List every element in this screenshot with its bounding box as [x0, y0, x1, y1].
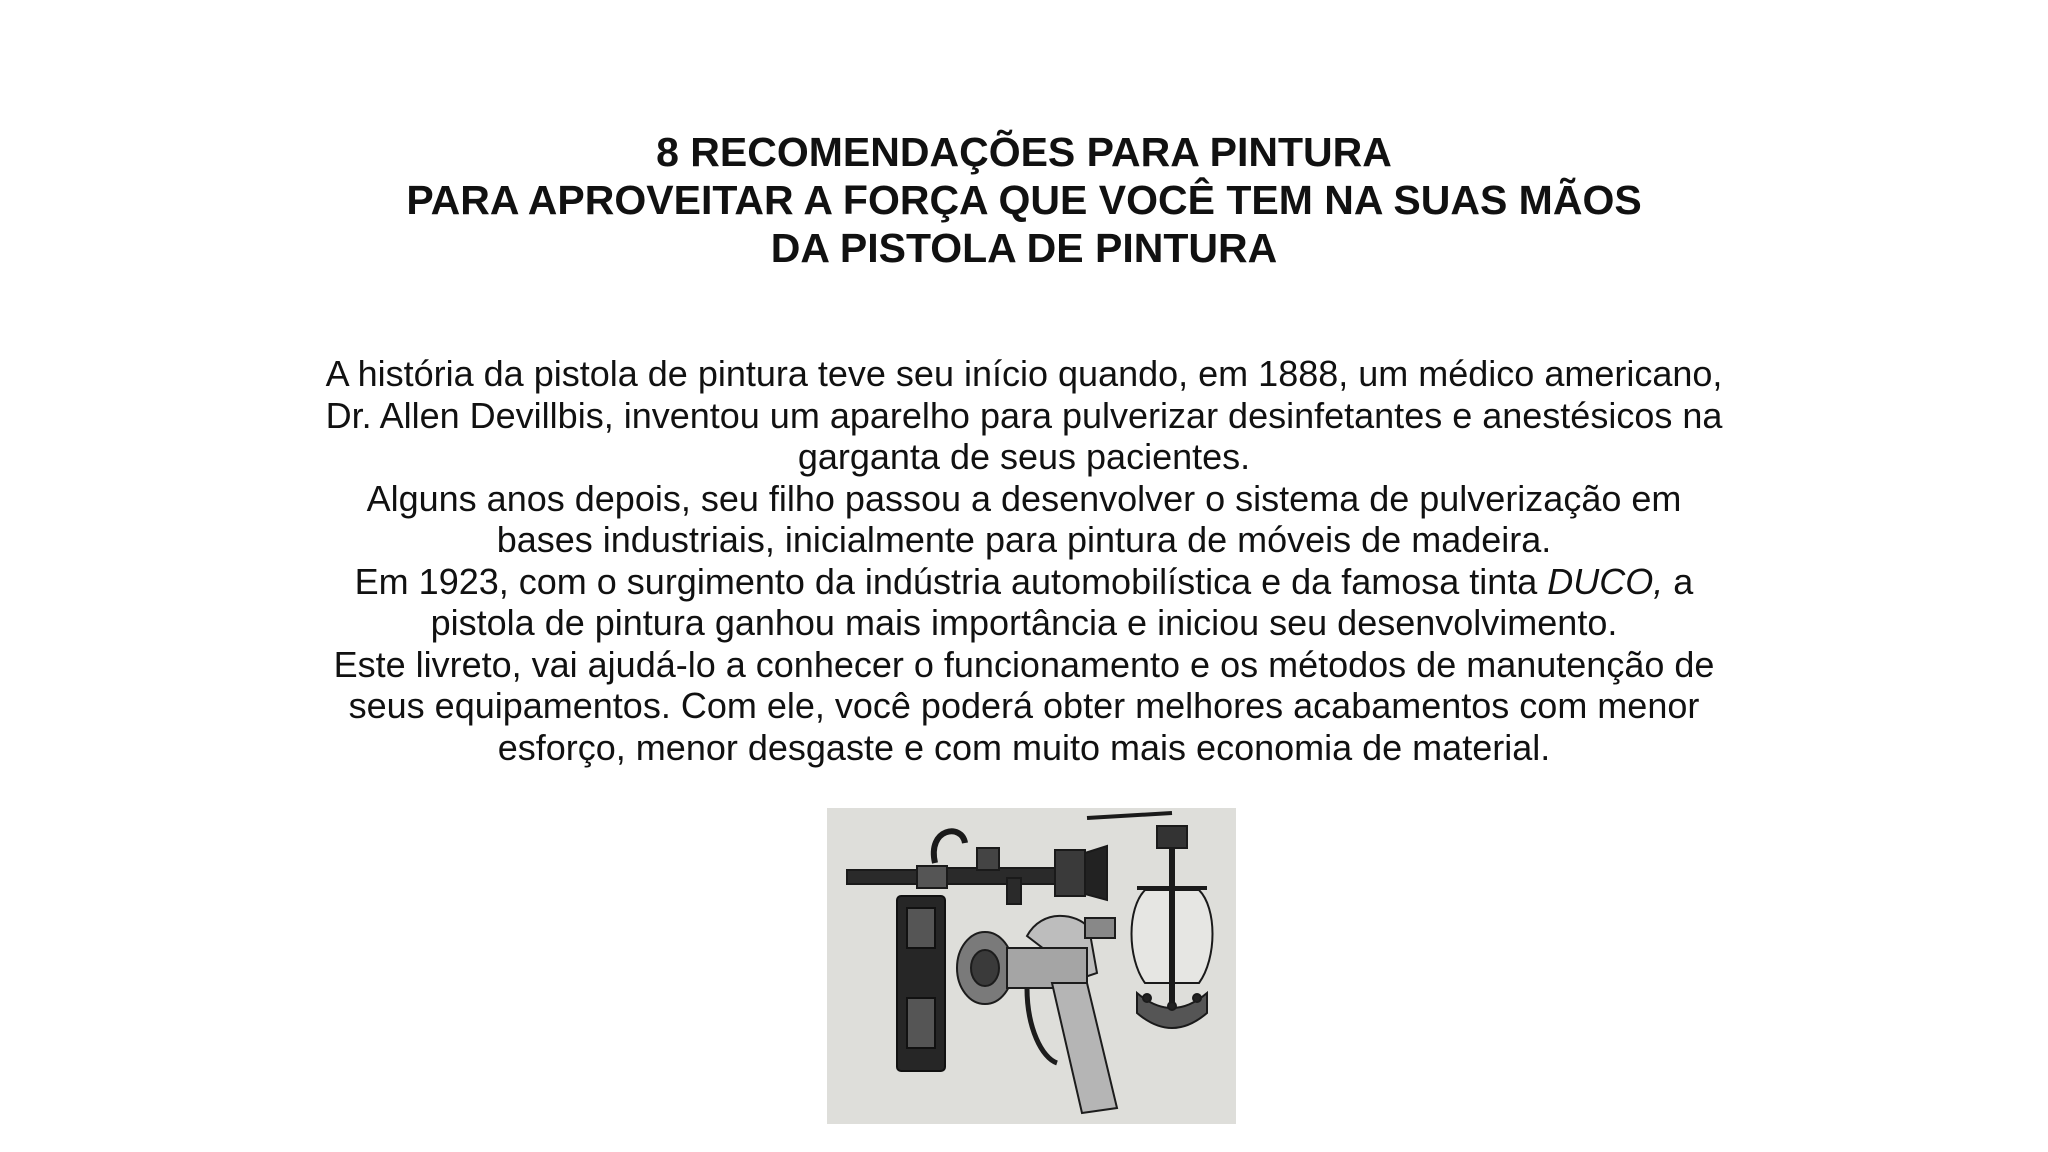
spray-gun-illustration-icon: [827, 808, 1236, 1124]
body-line: Este livreto, vai ajudá-lo a conhecer o funcionamento e os métodos de manutenção de: [333, 643, 1715, 685]
body-line: pistola de pintura ganhou mais importância e iniciou seu desenvolvimento.: [430, 602, 1618, 643]
title-line-3: DA PISTOLA DE PINTURA: [770, 225, 1278, 271]
body-line-mixed: [0, 561, 2048, 603]
body-line: bases industriais, inicialmente para pintura de móveis de madeira.: [496, 519, 1552, 560]
title-line-1: 8 RECOMENDAÇÕES PARA PINTURA: [656, 129, 1392, 175]
title-line-2: PARA APROVEITAR A FORÇA QUE VOCÊ TEM NA SUAS MÃOS: [406, 177, 1642, 223]
body-text-segment: a: [1663, 560, 1694, 602]
body-line: seus equipamentos. Com ele, você poderá obter melhores acabamentos com menor: [348, 685, 1700, 726]
body-text: [0, 353, 2048, 768]
body-text-segment: Em 1923, com o surgimento da indústria automobilística e da famosa tinta: [354, 560, 1548, 602]
body-line: garganta de seus pacientes.: [797, 436, 1251, 477]
duco-brand-text: DUCO,: [1547, 560, 1664, 602]
body-line: Dr. Allen Devillbis, inventou um aparelho para pulverizar desinfetantes e anestésicos na: [325, 394, 1723, 436]
page-title: [0, 128, 2048, 272]
spray-gun-photo: [827, 808, 1236, 1124]
body-line: A história da pistola de pintura teve seu início quando, em 1888, um médico americano,: [325, 353, 1723, 394]
body-line: esforço, menor desgaste e com muito mais economia de material.: [497, 726, 1551, 768]
body-line: Alguns anos depois, seu filho passou a desenvolver o sistema de pulverização em: [366, 477, 1682, 519]
